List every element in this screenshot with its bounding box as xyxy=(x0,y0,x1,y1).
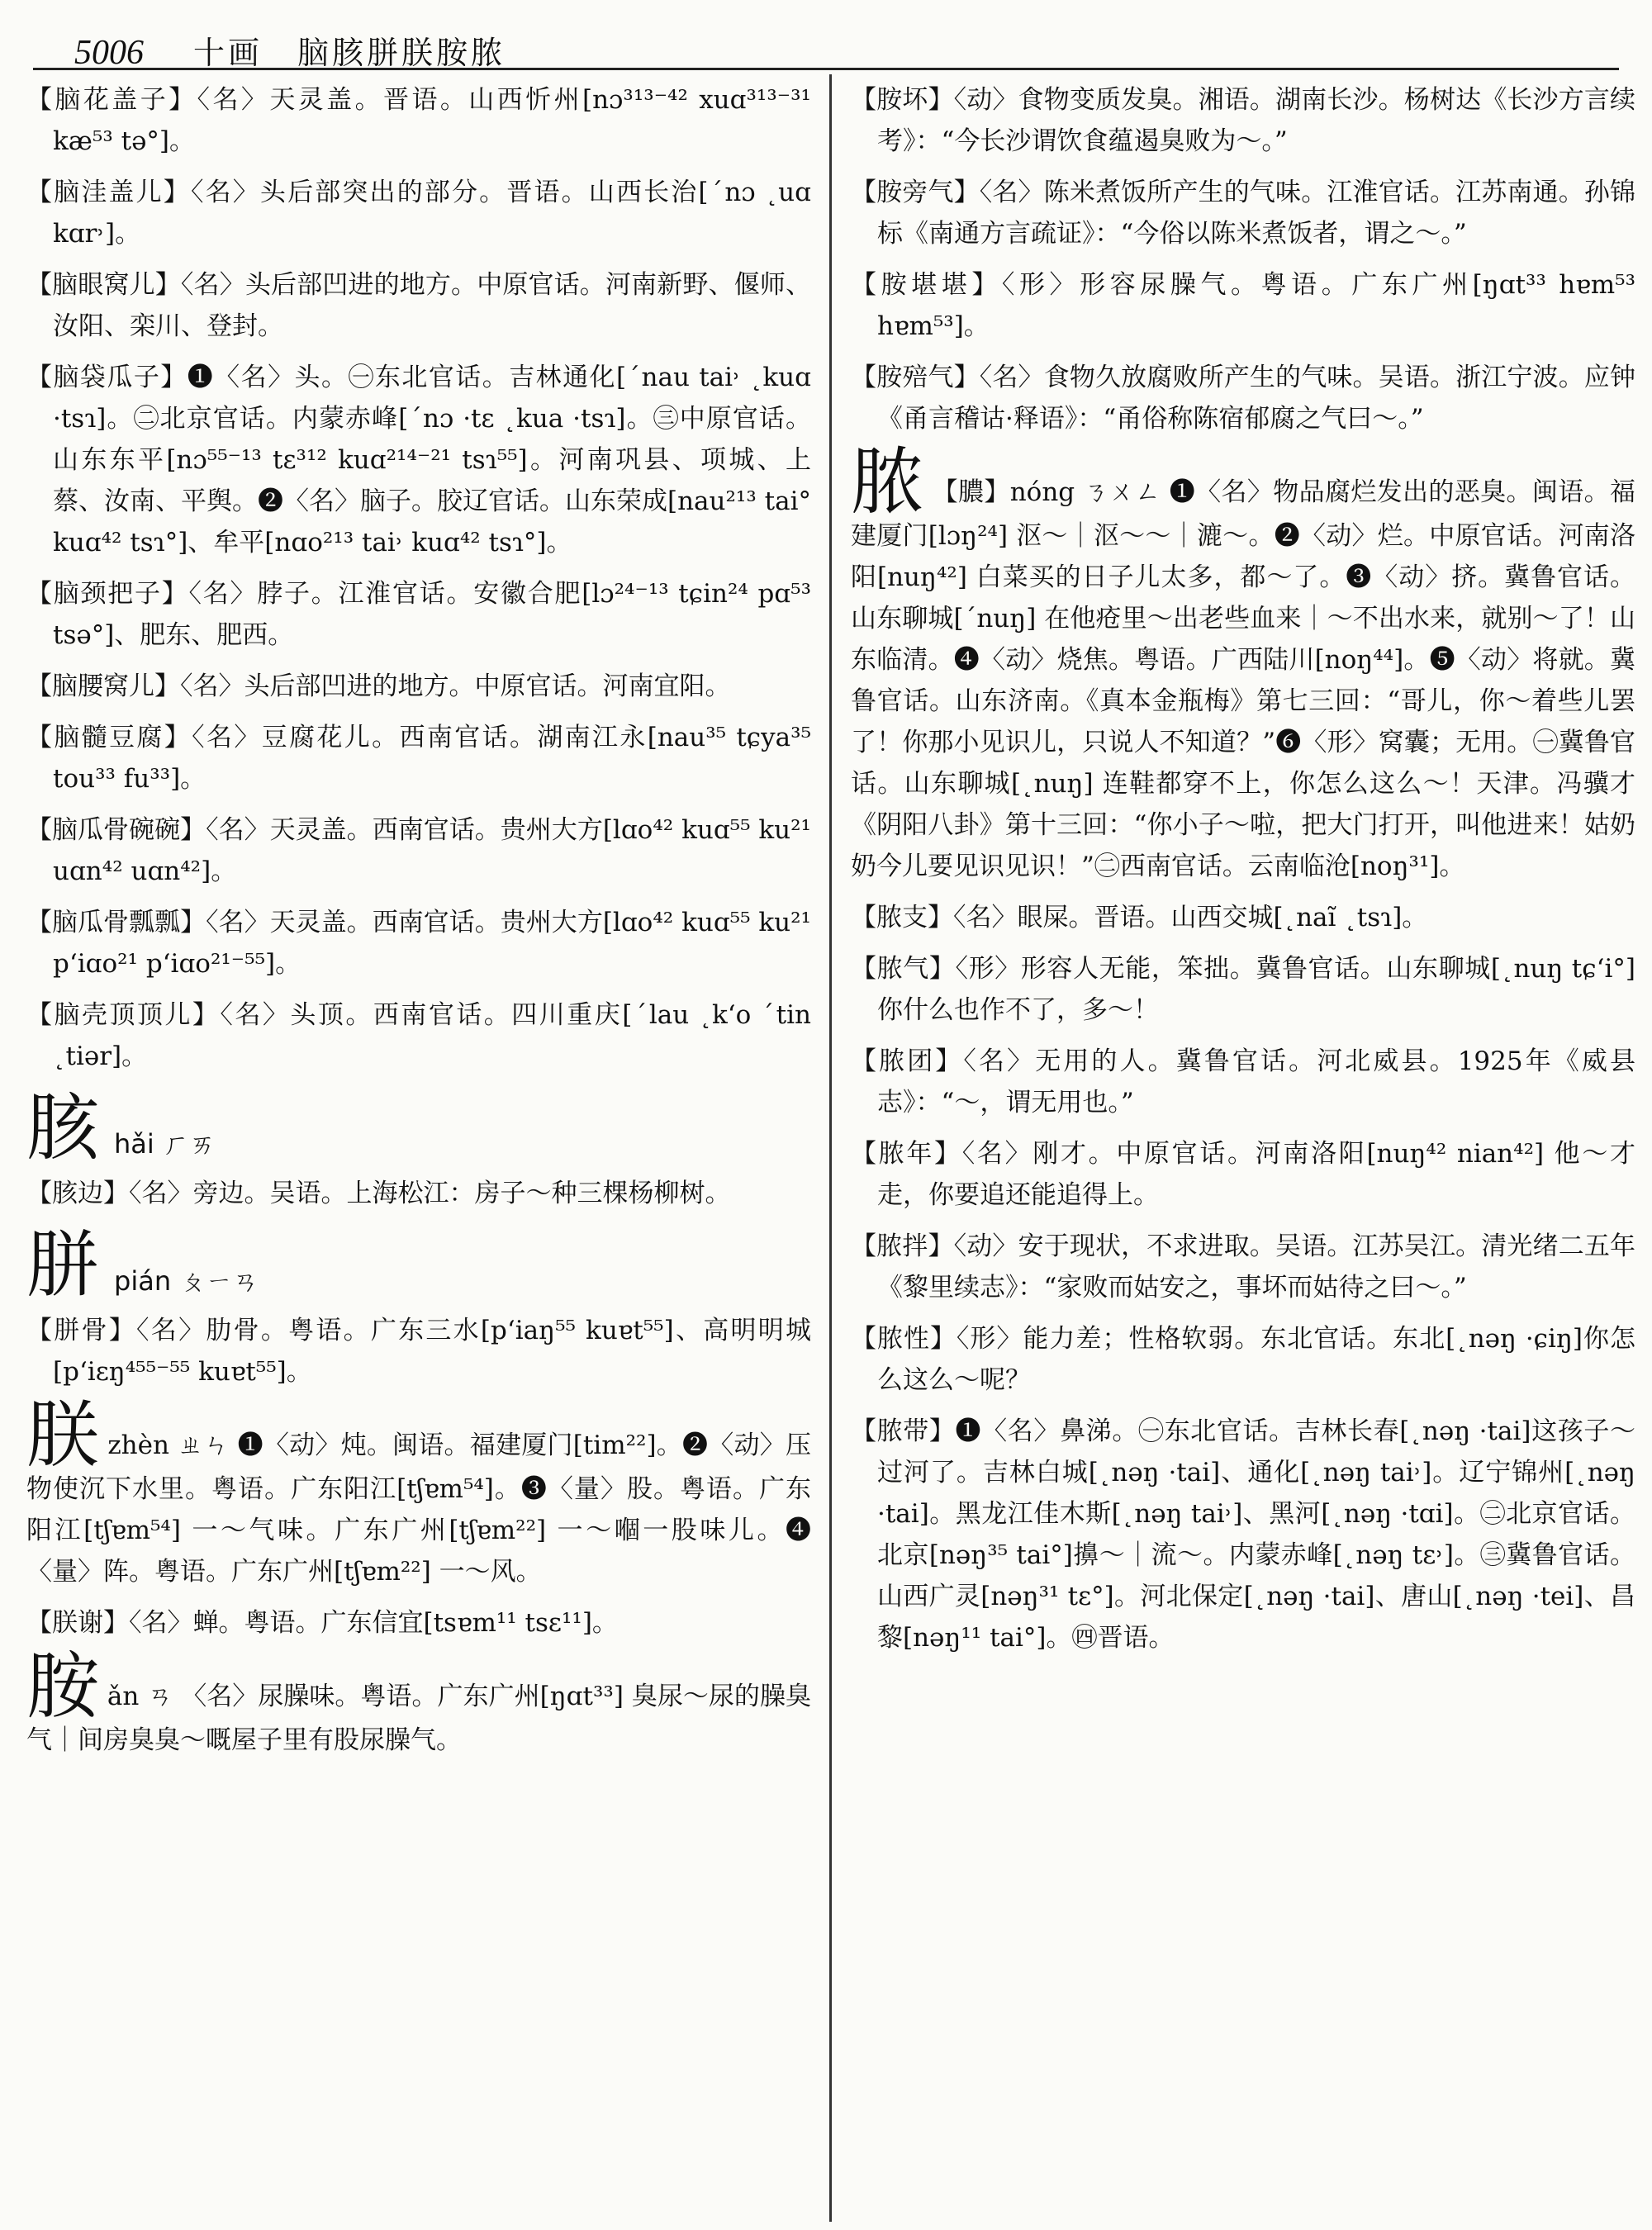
dictionary-entry: 【脑瓜骨碗碗】〈名〉天灵盖。西南官话。贵州大方[lɑo⁴² kuɑ⁵⁵ ku²¹ uɑn⁴² uɑn⁴²]。 xyxy=(26,815,811,886)
dictionary-entry: 【胺旁气】〈名〉陈米煮饭所产生的气味。江淮官话。江苏南通。孙锦标《南通方言疏证》：“今俗以陈米煮饭者，谓之～。” xyxy=(851,178,1635,249)
right-column xyxy=(851,79,1635,1668)
dictionary-entry: 【脑壳顶顶儿】〈名〉头顶。西南官话。四川重庆[ˊlau ˛kʻo ˊtin ˛tiər]。 xyxy=(26,1000,811,1071)
page-header xyxy=(74,18,1602,73)
headword-zhen xyxy=(26,1393,811,1592)
headword-char: 胼 xyxy=(26,1222,100,1307)
dictionary-entry: 【胼骨】〈名〉肋骨。粤语。广东三水[pʻiaŋ⁵⁵ kuɐt⁵⁵]、高明明城[pʻiɛŋ⁴⁵⁵⁻⁵⁵ kuɐt⁵⁵]。 xyxy=(26,1316,811,1387)
headword-definition: ❶〈名〉物品腐烂发出的恶臭。闽语。福建厦门[lɔŋ²⁴] 沤～｜沤～～｜漉～。❷〈动〉烂。中原官话。河南洛阳[nuŋ⁴²] 白菜买的日子儿太多，都～了。❸〈动〉挤。冀鲁官话。山东聊城[ˊnuŋ] 在他疮里～出老些血来｜～不出水来，就别～了！山东临清。❹〈动〉烧焦。粤语。广西陆川[noŋ⁴⁴]。❺〈动〉将就。冀鲁官话。山东济南。《真本金瓶梅》第七三回：“哥儿，你～着些儿罢了！你那小见识儿，只说人不知道？”❻〈形〉窝囊；无用。㊀冀鲁官话。山东聊城[˛nuŋ] 连鞋都穿不上，你怎么这么～！天津。冯骥才《阴阳八卦》第十三回：“你小子～啦，把大门打开，叫他进来！姑奶奶今儿要见识见识！”㊁西南官话。云南临沧[noŋ³¹]。 xyxy=(851,477,1636,881)
dictionary-entry: 【脓团】〈名〉无用的人。冀鲁官话。河北威县。1925年《威县志》：“～，谓无用也。” xyxy=(851,1046,1635,1117)
dictionary-entry: 【脑眼窝儿】〈名〉头后部凹进的地方。中原官话。河南新野、偃师、汝阳、栾川、登封。 xyxy=(26,270,811,341)
dictionary-entry: 【脓支】〈名〉眼屎。晋语。山西交城[˛naĩ ˛tsɿ]。 xyxy=(851,903,1428,932)
headword-pronunciation: zhèn ㄓㄣ xyxy=(107,1431,230,1460)
dictionary-entry: 【脑髓豆腐】〈名〉豆腐花儿。西南官话。湖南江永[nau³⁵ tɕya³⁵ tou³³ fu³³]。 xyxy=(26,723,811,794)
headword-definition: ❶〈动〉炖。闽语。福建厦门[tim²²]。❷〈动〉压物使沉下水里。粤语。广东阳江[tʃɐm⁵⁴]。❸〈量〉股。粤语。广东阳江[tʃɐm⁵⁴] 一～气味。广东广州[tʃɐm²²] 一～嗰一股味儿。❹〈量〉阵。粤语。广东广州[tʃɐm²²] 一～风。 xyxy=(26,1431,811,1587)
dictionary-entry: 【脑花盖子】〈名〉天灵盖。晋语。山西忻州[nɔ³¹³⁻⁴² xuɑ³¹³⁻³¹ kæ⁵³ tə°]。 xyxy=(26,85,811,156)
headword-nong xyxy=(851,439,1636,887)
headword-char: 脓 xyxy=(851,439,924,524)
headword-char: 胺 xyxy=(26,1644,100,1729)
headword-definition: 〈名〉尿臊味。粤语。广东广州[ŋɑt³³] 臭尿～尿的臊臭气｜间房臭臭～嘅屋子里有股尿臊气。 xyxy=(26,1682,811,1755)
headword-pronunciation: pián ㄆㄧㄢ xyxy=(114,1265,259,1297)
dictionary-entry: 【脑腰窝儿】〈名〉头后部凹进的地方。中原官话。河南宜阳。 xyxy=(26,671,731,701)
dictionary-entry: 【脑洼盖儿】〈名〉头后部突出的部分。晋语。山西长治[ˊnɔ ˛uɑ kɑr˒]。 xyxy=(26,178,811,249)
dictionary-entry: 【脓带】❶〈名〉鼻涕。㊀东北官话。吉林长春[˛nəŋ ·tai]这孩子～过河了。吉林白城[˛nəŋ ·tai]、通化[˛nəŋ tai˒]。辽宁锦州[˛nəŋ ·tai]。黑龙江佳木斯[˛nəŋ tai˒]、黑河[˛nəŋ ·tɑi]。㊁北京官话。北京[nəŋ³⁵ tai°]擤～｜流～。内蒙赤峰[˛nəŋ tɛ˒]。㊂冀鲁官话。山西广灵[nəŋ³¹ tɛ°]。河北保定[˛nəŋ ·tai]、唐山[˛nəŋ ·tei]、昌黎[nəŋ¹¹ tai°]。㊃晋语。 xyxy=(851,1416,1635,1653)
dictionary-entry: 【脓性】〈形〉能力差；性格软弱。东北官话。东北[˛nəŋ ·ɕiŋ]你怎么这么～呢？ xyxy=(851,1324,1635,1395)
dictionary-entry: 【脓拌】〈动〉安于现状，不求进取。吴语。江苏吴江。清光绪二五年《黎里续志》：“家败而姑安之，事坏而姑待之曰～。” xyxy=(851,1231,1635,1302)
dictionary-entry: 【脑瓜骨瓢瓢】〈名〉天灵盖。西南官话。贵州大方[lɑo⁴² kuɑ⁵⁵ ku²¹ pʻiɑo²¹ pʻiɑo²¹⁻⁵⁵]。 xyxy=(26,908,811,979)
dictionary-entry: 【脓年】〈名〉刚才。中原官话。河南洛阳[nuŋ⁴² nian⁴²] 他～才走，你要追还能追得上。 xyxy=(851,1139,1635,1210)
dictionary-entry: 【脑袋瓜子】❶〈名〉头。㊀东北官话。吉林通化[ˊnau tai˒ ˛kuɑ ·tsɿ]。㊁北京官话。内蒙赤峰[ˊnɔ ·tɛ ˛kua ·tsɿ]。㊂中原官话。山东东平[nɔ⁵⁵⁻¹³ tɛ³¹² kuɑ²¹⁴⁻²¹ tsɿ⁵⁵]。河南巩县、项城、上蔡、汝南、平舆。❷〈名〉脑子。胶辽官话。山东荣成[nau²¹³ tai° kuɑ⁴² tsɿ°]、牟平[nɑo²¹³ tai˒ kuɑ⁴² tsɿ°]。 xyxy=(26,363,811,558)
left-column xyxy=(26,79,811,1771)
headword-char: 朕 xyxy=(26,1393,100,1478)
dictionary-entry: 【胺坏】〈动〉食物变质发臭。湘语。湖南长沙。杨树达《长沙方言续考》：“今长沙谓饮食蕴遏臭败为～。” xyxy=(851,85,1635,156)
headword-pian xyxy=(26,1224,811,1307)
headword-char: 胲 xyxy=(26,1085,100,1170)
headword-pronunciation: 【膿】nóng ㄋㄨㄥ xyxy=(932,477,1161,507)
headword-hai xyxy=(26,1087,811,1170)
dictionary-entry: 【脓气】〈形〉形容人无能，笨拙。冀鲁官话。山东聊城[˛nuŋ tɕʻi°]你什么也作不了，多～！ xyxy=(851,954,1635,1025)
headword-an xyxy=(26,1644,811,1761)
dictionary-entry: 【朕谢】〈名〉蝉。粤语。广东信宜[tsɐm¹¹ tsɛ¹¹]。 xyxy=(26,1608,618,1638)
dictionary-entry: 【脑颈把子】〈名〉脖子。江淮官话。安徽合肥[lɔ²⁴⁻¹³ tɕin²⁴ pɑ⁵³ tsə°]、肥东、肥西。 xyxy=(26,579,811,650)
dictionary-entry: 【胺殕气】〈名〉食物久放腐败所产生的气味。吴语。浙江宁波。应钟《甬言稽诂·释语》：“甬俗称陈宿郁腐之气曰～。” xyxy=(851,363,1635,434)
dictionary-entry: 【胲边】〈名〉旁边。吴语。上海松江：房子～种三棵杨柳树。 xyxy=(26,1179,731,1208)
page-number: 5006 xyxy=(74,34,144,72)
headword-pronunciation: hǎi ㄏㄞ xyxy=(114,1128,216,1160)
section-title: 十画 脑胲胼朕胺脓 xyxy=(193,35,506,71)
dictionary-entry: 【胺堪堪】〈形〉形容尿臊气。粤语。广东广州[ŋɑt³³ hɐm⁵³ hɐm⁵³]。 xyxy=(851,270,1635,341)
headword-pronunciation: ǎn ㄢ xyxy=(107,1682,173,1711)
header-rule xyxy=(33,68,1619,70)
column-divider xyxy=(829,74,832,2222)
